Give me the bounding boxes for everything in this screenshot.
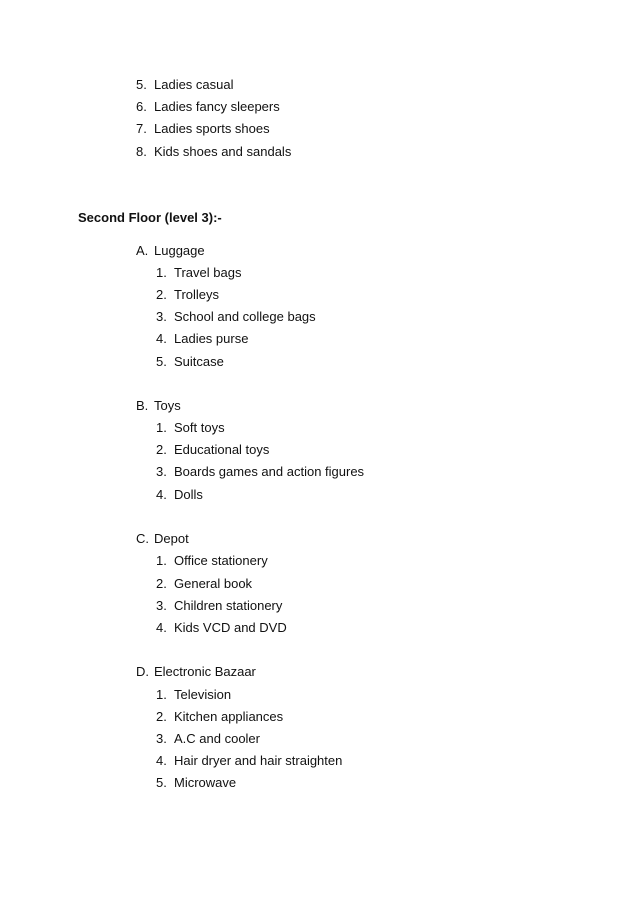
list-item-text: Travel bags	[174, 265, 242, 280]
list-item-text: Educational toys	[174, 442, 270, 457]
list-item-marker: 3.	[156, 464, 167, 479]
list-item-marker: 3.	[156, 309, 167, 324]
list-item-text: Children stationery	[174, 598, 283, 613]
list-item-marker: 4.	[156, 487, 167, 502]
list-item-marker: 3.	[156, 731, 167, 746]
list-item-marker: 2.	[156, 709, 167, 724]
list-item-text: Trolleys	[174, 287, 220, 302]
list-item-text: Television	[174, 687, 232, 702]
list-item-marker: 5.	[136, 77, 147, 92]
section-title: Luggage	[154, 243, 205, 258]
list-item-text: Kids shoes and sandals	[154, 144, 292, 159]
section-title: Toys	[154, 398, 181, 413]
section-marker: C.	[136, 531, 149, 546]
list-item-marker: 4.	[156, 620, 167, 635]
list-item-text: Suitcase	[174, 354, 224, 369]
list-item-text: Ladies sports shoes	[154, 121, 270, 136]
list-item-text: Hair dryer and hair straighten	[174, 753, 343, 768]
list-item-text: Ladies fancy sleepers	[154, 99, 280, 114]
list-item-text: A.C and cooler	[174, 731, 260, 746]
section-marker: D.	[136, 664, 149, 679]
list-item-marker: 1.	[156, 420, 167, 435]
section-marker: A.	[136, 243, 149, 258]
list-item-marker: 5.	[156, 354, 167, 369]
list-item-marker: 2.	[156, 576, 167, 591]
list-item-marker: 4.	[156, 331, 167, 346]
list-item-marker: 6.	[136, 99, 147, 114]
section-heading: Second Floor (level 3):-	[78, 210, 222, 225]
section-title: Electronic Bazaar	[154, 664, 256, 679]
list-item-marker: 8.	[136, 144, 147, 159]
list-item-text: School and college bags	[174, 309, 316, 324]
list-item-marker: 1.	[156, 265, 167, 280]
list-item-text: General book	[174, 576, 253, 591]
list-item-text: Kids VCD and DVD	[174, 620, 287, 635]
list-item-marker: 1.	[156, 687, 167, 702]
list-item-text: Microwave	[174, 775, 237, 790]
list-item-text: Office stationery	[174, 553, 268, 568]
list-item-marker: 3.	[156, 598, 167, 613]
list-item-marker: 5.	[156, 775, 167, 790]
list-item-marker: 7.	[136, 121, 147, 136]
list-item-marker: 2.	[156, 287, 167, 302]
list-item-marker: 2.	[156, 442, 167, 457]
section-marker: B.	[136, 398, 149, 413]
list-item-text: Soft toys	[174, 420, 225, 435]
list-item-marker: 1.	[156, 553, 167, 568]
list-item-text: Ladies casual	[154, 77, 234, 92]
list-item-text: Kitchen appliances	[174, 709, 284, 724]
list-item-text: Dolls	[174, 487, 203, 502]
list-item-text: Boards games and action figures	[174, 464, 365, 479]
section-title: Depot	[154, 531, 189, 546]
list-item-marker: 4.	[156, 753, 167, 768]
list-item-text: Ladies purse	[174, 331, 249, 346]
